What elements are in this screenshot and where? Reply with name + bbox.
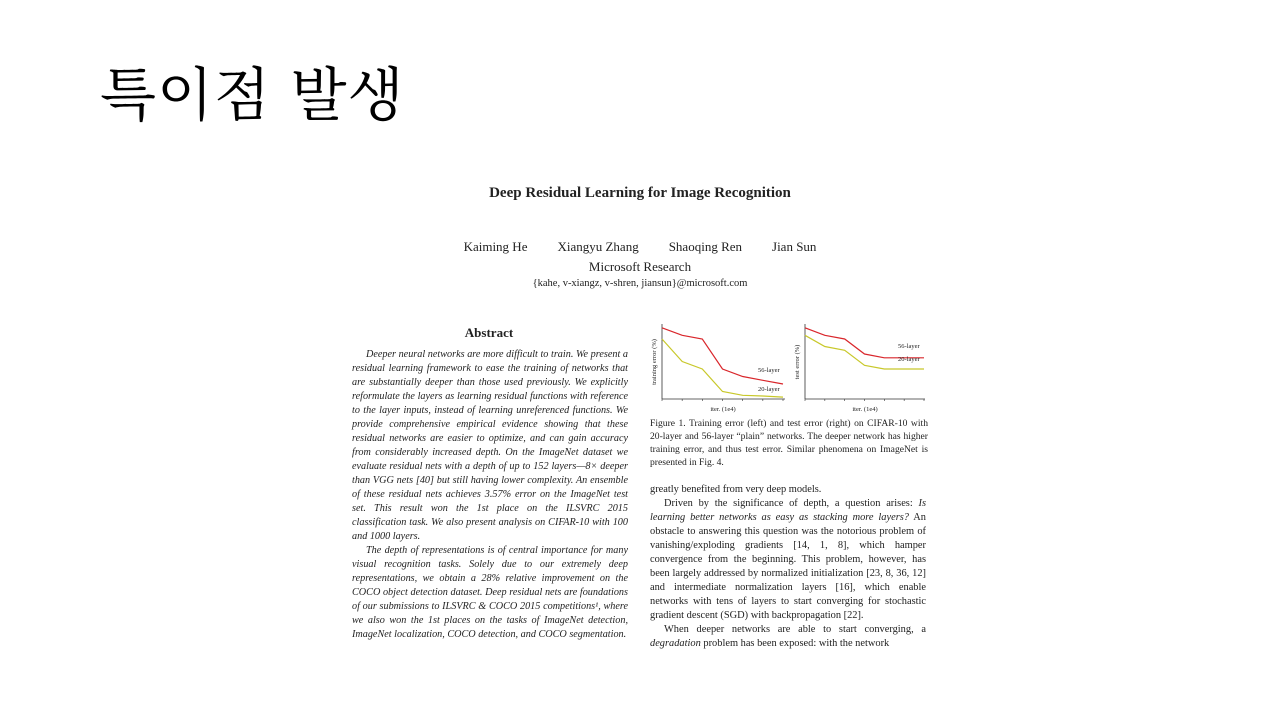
- body-text: When deeper networks are able to start converging, a: [664, 624, 926, 635]
- legend-20-layer: 20-layer: [898, 356, 920, 363]
- x-axis-label: iter. (1e4): [852, 406, 878, 413]
- chart-test-error: [794, 324, 925, 413]
- series-line-56-layer: [662, 328, 783, 384]
- author-emails: {kahe, v-xiangz, v-shren, jiansun}@microsoft.com: [532, 278, 748, 289]
- body-paragraph: [650, 623, 926, 651]
- paper-title: Deep Residual Learning for Image Recognition: [489, 185, 791, 201]
- slide-title: 특이점 발생: [100, 61, 405, 129]
- chart-training-error: [651, 324, 785, 413]
- body-term: degradation: [650, 638, 701, 649]
- abstract-heading: Abstract: [464, 325, 514, 340]
- paper-excerpt: [350, 175, 930, 675]
- legend-56-layer: 56-layer: [898, 343, 920, 350]
- body-text: Driven by the significance of depth, a question arises:: [664, 498, 919, 509]
- abstract-paragraph: Deeper neural networks are more difficult to train. We present a residual learning framework to ease the training of networks that are substantially deeper than those used previously. We explicitly reformulate the layers as learning residual functions with reference to the layer inputs, instead of learning unreferenced functions. We provide comprehensive empirical evidence showing that these residual networks are easier to optimize, and can gain accuracy from considerably increased depth. On the ImageNet dataset we evaluate residual nets with a depth of up to 152 layers—8× deeper than VGG nets [40] but still having lower complexity. An ensemble of these residual nets achieves 3.57% error on the ImageNet test set. This result won the 1st place on the ILSVRC 2015 classification task. We also present analysis on CIFAR-10 with 100 and 1000 layers.: [352, 349, 628, 542]
- figure-1: [650, 320, 930, 418]
- legend-56-layer: 56-layer: [758, 367, 780, 374]
- series-line-20-layer: [805, 335, 924, 369]
- body-paragraph: [650, 497, 926, 623]
- author-list: [350, 239, 930, 255]
- body-question: Is learning better networks as easy as stacking more layers?: [650, 498, 926, 523]
- body-text: problem has been exposed: with the network: [700, 638, 890, 649]
- affiliation: Microsoft Research: [588, 259, 692, 274]
- legend-20-layer: 20-layer: [758, 386, 780, 393]
- figure-1-svg: [650, 320, 930, 418]
- author-name: Kaiming He: [463, 239, 528, 254]
- author-name: Xiangyu Zhang: [557, 239, 639, 254]
- y-axis-label: training error (%): [651, 339, 658, 385]
- author-name: Jian Sun: [772, 239, 817, 254]
- abstract-text: [352, 348, 628, 642]
- intro-text: [650, 483, 926, 651]
- y-axis-label: test error (%): [794, 344, 801, 380]
- abstract-paragraph: The depth of representations is of central importance for many visual recognition tasks. Solely due to our extremely deep representations, we obtain a 28% relative improvement on the COCO object detection dataset. Deep residual nets are foundations of our submissions to ILSVRC & COCO 2015 competitions¹, where we also won the 1st places on the tasks of ImageNet detection, ImageNet localization, COCO detection, and COCO segmentation.: [352, 545, 628, 640]
- author-name: Shaoqing Ren: [668, 239, 743, 254]
- body-text: An obstacle to answering this question was the notorious problem of vanishing/exploding gradients [14, 1, 8], which hamper convergence from the beginning. This problem, however, has been largely addressed by normalized initialization [23, 8, 36, 12] and intermediate normalization layers [16], which enable networks with tens of layers to start converging for stochastic gradient descent (SGD) with backpropagation [22].: [650, 512, 926, 621]
- body-paragraph: greatly benefited from very deep models.: [650, 484, 822, 495]
- x-axis-label: iter. (1e4): [710, 406, 736, 413]
- figure-caption: Figure 1. Training error (left) and test error (right) on CIFAR-10 with 20-layer and 56-layer “plain” networks. The deeper network has higher training error, and thus test error. Similar phenomena on ImageNet is presented in Fig. 4.: [650, 418, 928, 468]
